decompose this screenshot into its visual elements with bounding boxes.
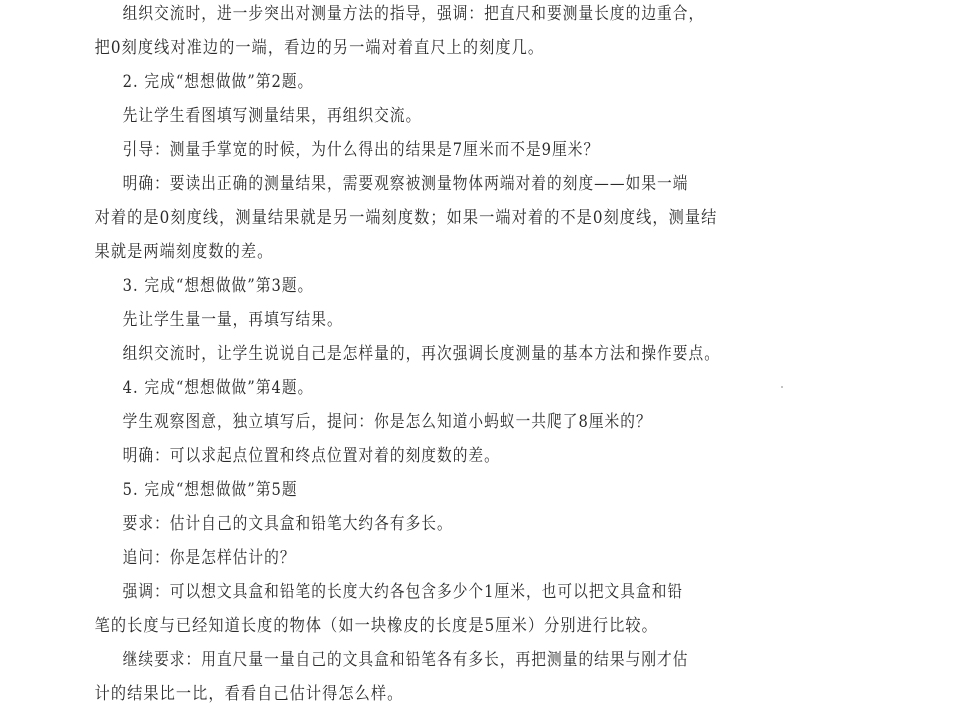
- paragraph-line: 果就是两端刻度数的差。: [94, 242, 274, 262]
- paragraph-line: 把0刻度线对准边的一端，看边的另一端对着直尺上的刻度几。: [94, 38, 545, 58]
- scan-speck: [781, 386, 783, 388]
- paragraph-line: 要求：估计自己的文具盒和铅笔大约各有多长。: [122, 514, 453, 534]
- paragraph-line: 先让学生量一量，再填写结果。: [122, 310, 343, 330]
- paragraph-line: 明确：要读出正确的测量结果，需要观察被测量物体两端对着的刻度——如果一端: [122, 174, 689, 194]
- paragraph-line: 笔的长度与已经知道长度的物体（如一块橡皮的长度是5厘米）分别进行比较。: [94, 616, 658, 636]
- paragraph-line: 继续要求：用直尺量一量自己的文具盒和铅笔各有多长，再把测量的结果与刚才估: [122, 650, 689, 670]
- section-heading: 4. 完成“想想做做”第4题。: [122, 378, 314, 398]
- paragraph-line: 组织交流时，让学生说说自己是怎样量的，再次强调长度测量的基本方法和操作要点。: [122, 344, 720, 364]
- paragraph-line: 引导：测量手掌宽的时候，为什么得出的结果是7厘米而不是9厘米？: [122, 140, 600, 160]
- paragraph-line: 组织交流时，进一步突出对测量方法的指导，强调：把直尺和要测量长度的边重合，: [122, 4, 705, 24]
- paragraph-line: 计的结果比一比，看看自己估计得怎么样。: [94, 684, 404, 704]
- paragraph-line: 明确：可以求起点位置和终点位置对着的刻度数的差。: [122, 446, 500, 466]
- paragraph-line: 强调：可以想文具盒和铅笔的长度大约各包含多少个1厘米，也可以把文具盒和铅: [122, 582, 684, 602]
- section-heading: 3. 完成“想想做做”第3题。: [122, 276, 314, 296]
- paragraph-line: 先让学生看图填写测量结果，再组织交流。: [122, 106, 422, 126]
- section-heading: 2. 完成“想想做做”第2题。: [122, 72, 314, 92]
- paragraph-line: 学生观察图意，独立填写后，提问：你是怎么知道小蚂蚁一共爬了8厘米的？: [122, 412, 652, 432]
- paragraph-line: 追问：你是怎样估计的？: [122, 548, 296, 568]
- paragraph-line: 对着的是0刻度线，测量结果就是另一端刻度数；如果一端对着的不是0刻度线，测量结: [94, 208, 718, 228]
- section-heading: 5. 完成“想想做做”第5题: [122, 480, 298, 500]
